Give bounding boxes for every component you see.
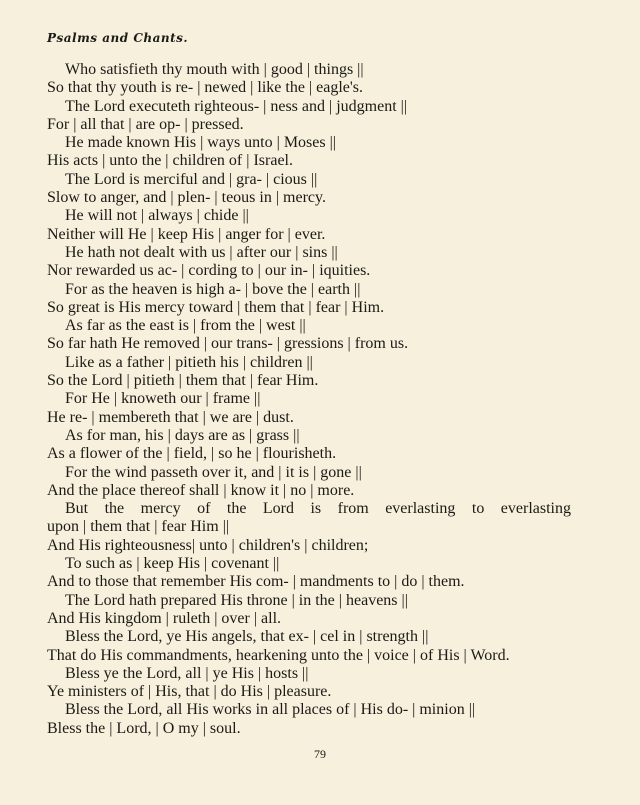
verse-line: And to those that remember His com- | mandments to | do | them. <box>47 573 465 591</box>
verse-line: And His righteousness| unto | children's | children; <box>47 536 369 554</box>
verse-line: His acts | unto the | children of | Israel. <box>47 152 293 170</box>
verse-line: Bless the Lord, all His works in all places of | His do- | minion || <box>65 701 476 719</box>
page-number: 79 <box>314 747 326 761</box>
verse-line: Like as a father | pitieth his | children || <box>65 353 313 371</box>
verse-line: To such as | keep His | covenant || <box>65 555 280 573</box>
verse-line: As a flower of the | field, | so he | flourisheth. <box>47 445 337 463</box>
verse-line: He re- | membereth that | we are | dust. <box>47 408 294 426</box>
verse-line: Neither will He | keep His | anger for | ever. <box>47 225 326 243</box>
verse-line: Slow to anger, and | plen- | teous in | mercy. <box>47 189 326 207</box>
verse-line: Bless the | Lord, | O my | soul. <box>47 719 241 737</box>
verse-line: He will not | always | chide || <box>65 207 249 225</box>
verse-line: And the place thereof shall | know it | no | more. <box>47 481 355 499</box>
verse-line: So far hath He removed | our trans- | gressions | from us. <box>47 335 409 353</box>
verse-line: So the Lord | pitieth | them that | fear Him. <box>47 372 319 390</box>
running-header: Psalms and Chants. <box>47 31 189 45</box>
verse-line: Nor rewarded us ac- | cording to | our in- | iquities. <box>47 262 371 280</box>
verse-line: He hath not dealt with us | after our | sins || <box>65 243 338 261</box>
verse-line: The Lord hath prepared His throne | in the | heavens || <box>65 591 408 609</box>
psalm-text <box>47 61 573 738</box>
verse-line: Ye ministers of | His, that | do His | pleasure. <box>47 683 332 701</box>
verse-line: upon | them that | fear Him || <box>47 518 230 536</box>
verse-line: And His kingdom | ruleth | over | all. <box>47 609 282 627</box>
verse-line: As far as the east is | from the | west || <box>65 317 306 335</box>
verse-line: So that thy youth is re- | newed | like the | eagle's. <box>47 79 363 97</box>
verse-line: So great is His mercy toward | them that | fear | Him. <box>47 298 385 316</box>
verse-line: As for man, his | days are as | grass || <box>65 426 300 444</box>
verse-line: The Lord is merciful and | gra- | cious || <box>65 170 318 188</box>
verse-line: He made known His | ways unto | Moses || <box>65 134 337 152</box>
verse-line: For | all that | are op- | pressed. <box>47 115 244 133</box>
verse-line: For the wind passeth over it, and | it is | gone || <box>65 463 362 481</box>
verse-line: Bless ye the Lord, all | ye His | hosts || <box>65 664 309 682</box>
verse-line: For as the heaven is high a- | bove the | earth || <box>65 280 361 298</box>
verse-line: The Lord executeth righteous- | ness and | judgment || <box>65 97 408 115</box>
verse-line: But the mercy of the Lord is from everlasting to everlasting <box>65 500 571 518</box>
verse-line: That do His commandments, hearkening unto the | voice | of His | Word. <box>47 646 510 664</box>
verse-line: Bless the Lord, ye His angels, that ex- | cel in | strength || <box>65 628 429 646</box>
verse-line: For He | knoweth our | frame || <box>65 390 261 408</box>
verse-line: Who satisfieth thy mouth with | good | things || <box>65 61 364 78</box>
